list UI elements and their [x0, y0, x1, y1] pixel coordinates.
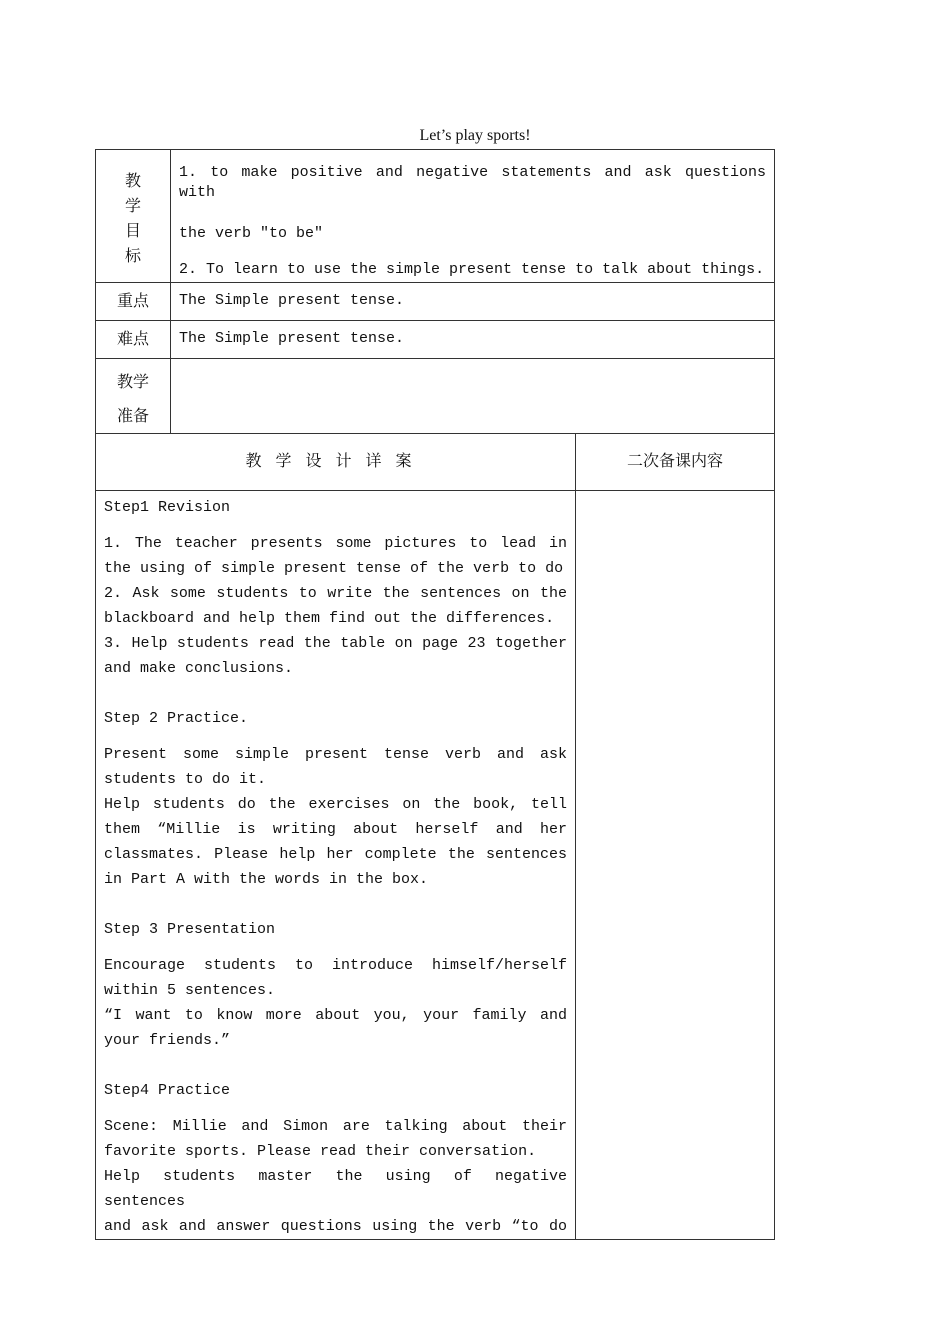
difficulty-row	[96, 321, 775, 359]
second-prep-header: 二次备课内容	[576, 434, 775, 491]
step-line: 2. Ask some students to write the sentences on the blackboard and help them find out the differences.	[104, 585, 567, 627]
step-line: Present some simple present tense verb and ask students to do it.	[104, 746, 567, 788]
step-heading: Step4 Practice	[104, 1082, 231, 1099]
step-line: “I want to know more about you, your family and your friends.”	[104, 1007, 567, 1049]
step-line: 3. Help students read the table on page 23 together and make conclusions.	[104, 635, 567, 677]
objective-line-2: the verb "to be"	[179, 225, 324, 242]
step-line: 1. The teacher presents some pictures to lead in the using of simple present tense of the verb to do	[104, 535, 567, 577]
step-line: Encourage students to introduce himself/herself within 5 sentences.	[104, 957, 567, 999]
key-point-value: The Simple present tense.	[171, 283, 775, 321]
plan-content	[96, 491, 576, 1240]
document-title: Let’s play sports!	[419, 127, 531, 144]
objectives-row	[96, 150, 775, 283]
plan-header-row	[96, 434, 775, 491]
second-prep-content	[576, 491, 775, 1240]
key-point-row	[96, 283, 775, 321]
preparation-label-1: 教学	[116, 372, 149, 391]
preparation-row	[96, 359, 775, 434]
objective-line-1: 1. to make positive and negative statements and ask questions with	[179, 164, 767, 201]
step-line: and ask and answer questions using the verb “to do	[104, 1218, 567, 1235]
difficulty-value: The Simple present tense.	[171, 321, 775, 359]
plan-body-row	[96, 491, 775, 1240]
step-line: Help students master the using of negative sentences	[104, 1168, 567, 1210]
step-heading: Step1 Revision	[104, 499, 231, 516]
key-point-label: 重点	[96, 283, 171, 321]
preparation-label-2: 准备	[116, 406, 149, 425]
objectives-label: 教学目标	[125, 171, 142, 265]
step-line: Scene: Millie and Simon are talking about their favorite sports. Please read their conversation.	[104, 1118, 567, 1160]
step-heading: Step 3 Presentation	[104, 921, 276, 938]
objective-line-3: 2. To learn to use the simple present tense to talk about things.	[179, 261, 765, 278]
plan-header: 教学设计详案	[245, 451, 426, 470]
lesson-plan-table	[95, 149, 775, 1240]
step-heading: Step 2 Practice.	[104, 710, 249, 727]
preparation-value	[171, 359, 775, 434]
difficulty-label: 难点	[96, 321, 171, 359]
step-line: Help students do the exercises on the book, tell them “Millie is writing about herself and her classmates. Please help her complete the sentences in Part A with the words in the box.	[104, 796, 567, 888]
